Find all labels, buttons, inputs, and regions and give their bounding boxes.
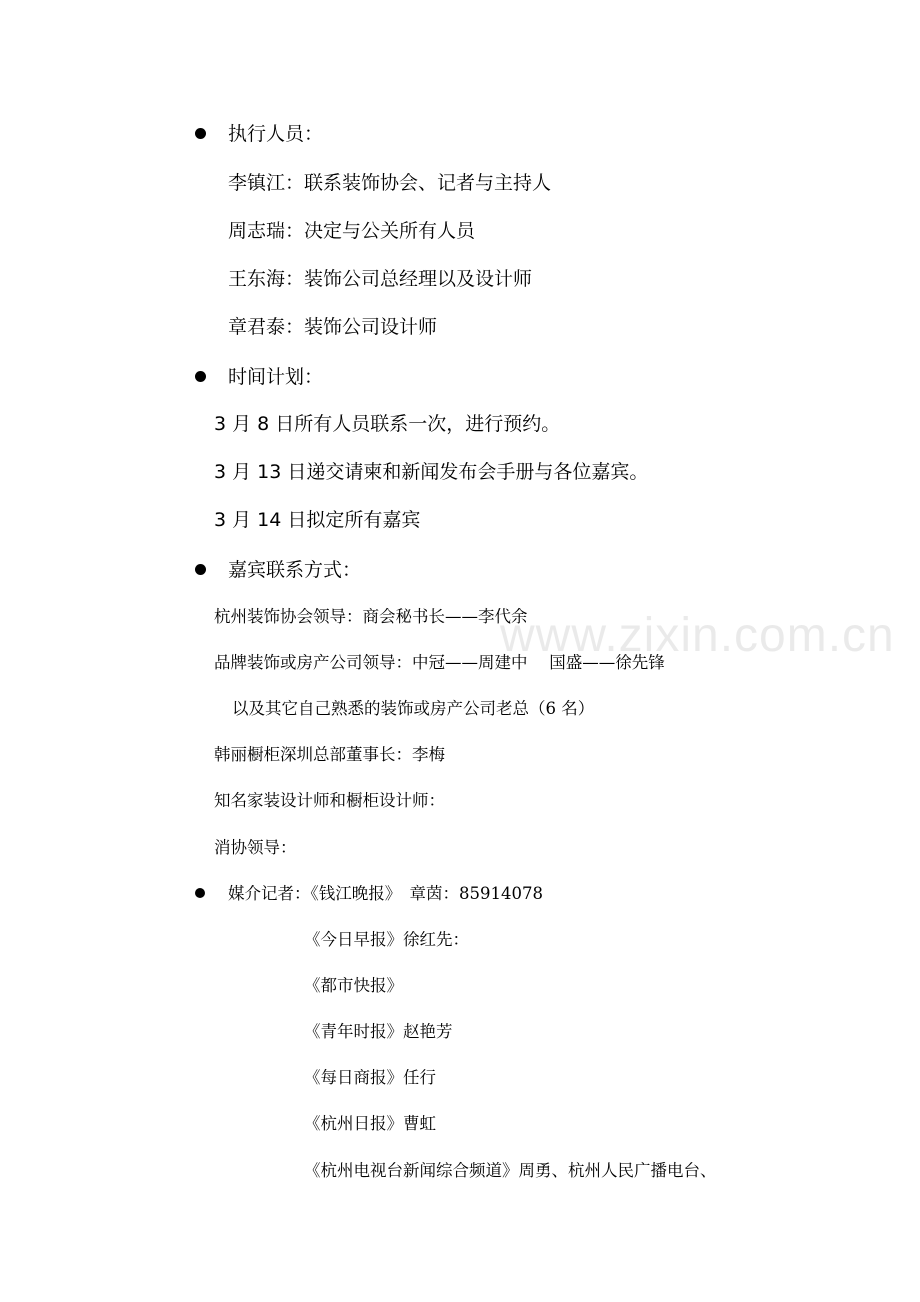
schedule-item: 3 月 14 日拟定所有嘉宾 [214, 509, 421, 531]
schedule-item: 3 月 13 日递交请柬和新闻发布会手册与各位嘉宾。 [214, 461, 649, 483]
executor-item: 周志瑞：决定与公关所有人员 [228, 220, 476, 242]
media-item: 《都市快报》 [304, 976, 403, 995]
media-item: 《青年时报》赵艳芳 [304, 1022, 453, 1041]
guest-item: 消协领导： [214, 838, 297, 857]
media-item: 《每日商报》任行 [304, 1068, 436, 1087]
media-item: 《今日早报》徐红先： [304, 930, 469, 949]
heading-guests: 嘉宾联系方式： [228, 559, 362, 581]
guest-item: 知名家装设计师和橱柜设计师： [214, 791, 445, 810]
executor-item: 王东海：装饰公司总经理以及设计师 [228, 268, 533, 290]
media-item: 《杭州日报》曹虹 [304, 1114, 436, 1133]
watermark: www.zixin.com.cn [500, 609, 895, 662]
guest-item: 韩丽橱柜深圳总部董事长：李梅 [214, 745, 445, 764]
bullet-executors [195, 128, 206, 139]
media-item: 《杭州电视台新闻综合频道》周勇、杭州人民广播电台、 [304, 1161, 717, 1180]
bullet-schedule [195, 371, 206, 382]
guest-item: 品牌装饰或房产公司领导：中冠——周建中 国盛——徐先锋 [214, 653, 665, 672]
heading-schedule: 时间计划： [228, 366, 324, 388]
heading-executors: 执行人员： [228, 123, 324, 145]
guest-item: 以及其它自己熟悉的装饰或房产公司老总（6 名） [232, 699, 595, 718]
bullet-media [195, 888, 205, 898]
heading-media: 媒介记者：《钱江晚报》 章茵：85914078 [228, 884, 543, 903]
guest-item: 杭州装饰协会领导：商会秘书长——李代余 [214, 607, 528, 626]
schedule-item: 3 月 8 日所有人员联系一次，进行预约。 [214, 413, 561, 435]
executor-item: 李镇江：联系装饰协会、记者与主持人 [228, 172, 552, 194]
executor-item: 章君泰：装饰公司设计师 [228, 316, 438, 338]
bullet-guests [195, 564, 206, 575]
